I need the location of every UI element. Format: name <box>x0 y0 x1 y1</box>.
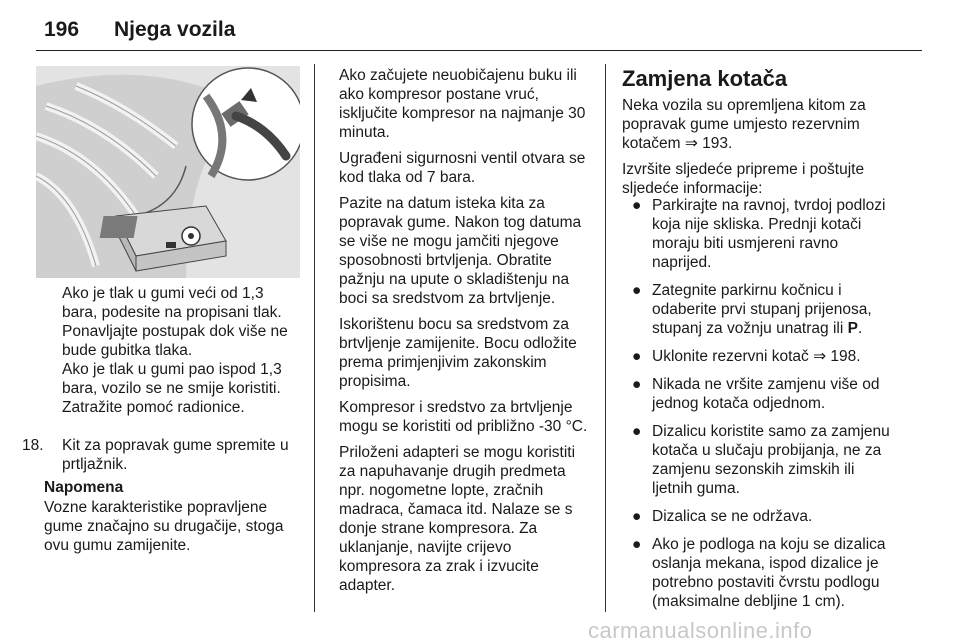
page-header <box>0 0 960 52</box>
intro-paragraph-1 <box>622 96 892 153</box>
middle-column <box>339 66 595 602</box>
watermark: carmanualsonline.info <box>588 618 813 643</box>
paragraph-bottle-disposal: Iskorištenu bocu sa sredstvom za brtvljenje zamijenite. Bocu odložite prema primjenjivim zakonskim propisima. <box>339 316 577 390</box>
step-continuation-1: Ako je tlak u gumi veći od 1,3 bara, podesite na propisani tlak. Ponavljajte postupak dok više ne bude gubitka tlaka. <box>62 285 288 359</box>
list-item <box>622 347 892 366</box>
bullet-icon: ● <box>632 536 642 553</box>
list-item <box>622 535 892 611</box>
step-18-text: Kit za popravak gume spremite u prtljažnik. <box>62 437 289 473</box>
list-item-text: Dizalicu koristite samo za zamjenu kotača u slučaju probijanja, ne za zamjenu sezonskih zimskih ili ljetnih guma. <box>652 423 890 497</box>
header-rule <box>36 50 922 51</box>
paragraph-temperature: Kompresor i sredstvo za brtvljenje mogu se koristiti od približno -30 °C. <box>339 399 588 435</box>
list-item-text: Uklonite rezervni kotač <box>652 348 814 365</box>
list-item <box>622 375 892 413</box>
step-number-18: 18. <box>22 437 44 454</box>
section-title: Zamjena kotača <box>622 66 788 91</box>
bullet-icon: ● <box>632 423 642 440</box>
compressor-illustration <box>36 66 300 278</box>
paragraph-safety-valve: Ugrađeni sigurnosni ventil otvara se kod tlaka od 7 bara. <box>339 150 586 186</box>
intro-paragraph-2: Izvršite sljedeće pripreme i poštujte sljedeće informacije: <box>622 161 865 197</box>
list-item-text: Zategnite parkirnu kočnicu i odaberite prvi stupanj prijenosa, stupanj za vožnju unatrag ili <box>652 282 872 337</box>
paragraph-expiry-date: Pazite na datum isteka kita za popravak gume. Nakon tog datuma se više ne mogu jamčiti njegove sposobnosti brtvljenja. Obratite pažnju na upute o skladištenju na boci sa sredstvom za brtvljenje. <box>339 195 582 307</box>
gear-p-label: P <box>847 320 858 337</box>
step-continuation-2: Ako je tlak u gumi pao ispod 1,3 bara, vozilo se ne smije koristiti. Zatražite pomoć radionice. <box>62 361 282 416</box>
list-item-suffix: . <box>857 320 863 337</box>
list-item-text: Nikada ne vršite zamjenu više od jednog kotača odjednom. <box>652 376 880 412</box>
page-number: 196 <box>44 18 80 41</box>
right-intro <box>622 96 892 205</box>
note-text: Vozne karakteristike popravljene gume značajno su drugačije, stoga ovu gumu zamijenite. <box>44 499 284 554</box>
page-ref-link-193[interactable]: ⇒ 193. <box>684 135 733 152</box>
note-title: Napomena <box>44 479 124 496</box>
list-item-text: Parkirajte na ravnoj, tvrdoj podlozi koja nije skliska. Prednji kotači moraju biti usmjereni ravno naprijed. <box>652 197 886 271</box>
paragraph-adapters: Priloženi adapteri se mogu koristiti za napuhavanje drugih predmeta npr. nogometne lopte, zračnih madraca, čamaca itd. Nalaze se s donje strane kompresora. Za uklanjanje, navijte crijevo kompresora za zrak i izvucite adapter. <box>339 444 576 594</box>
preparation-list <box>622 196 892 620</box>
bullet-icon: ● <box>632 508 642 525</box>
paragraph-noise-warning: Ako začujete neuobičajenu buku ili ako kompresor postane vruć, isključite kompresor na najmanje 30 minuta. <box>339 67 586 141</box>
list-item <box>622 196 892 272</box>
column-divider-left <box>314 64 315 612</box>
bullet-icon: ● <box>632 348 642 365</box>
column-divider-right <box>605 64 606 612</box>
chapter-title: Njega vozila <box>114 18 236 41</box>
bullet-icon: ● <box>632 282 642 299</box>
page-ref-link-198[interactable]: ⇒ 198. <box>813 348 861 365</box>
list-item <box>622 281 892 338</box>
list-item-text: Ako je podloga na koju se dizalica oslanja mekana, ispod dizalice je potrebno postaviti čvrstu podlogu (maksimalne debljine 1 cm). <box>652 536 886 610</box>
list-item-text: Dizalica se ne održava. <box>652 508 813 525</box>
list-item <box>622 507 892 526</box>
list-item <box>622 422 892 498</box>
intro-text-1: Neka vozila su opremljena kitom za popravak gume umjesto rezervnim kotačem <box>622 97 866 152</box>
bullet-icon: ● <box>632 197 642 214</box>
bullet-icon: ● <box>632 376 642 393</box>
